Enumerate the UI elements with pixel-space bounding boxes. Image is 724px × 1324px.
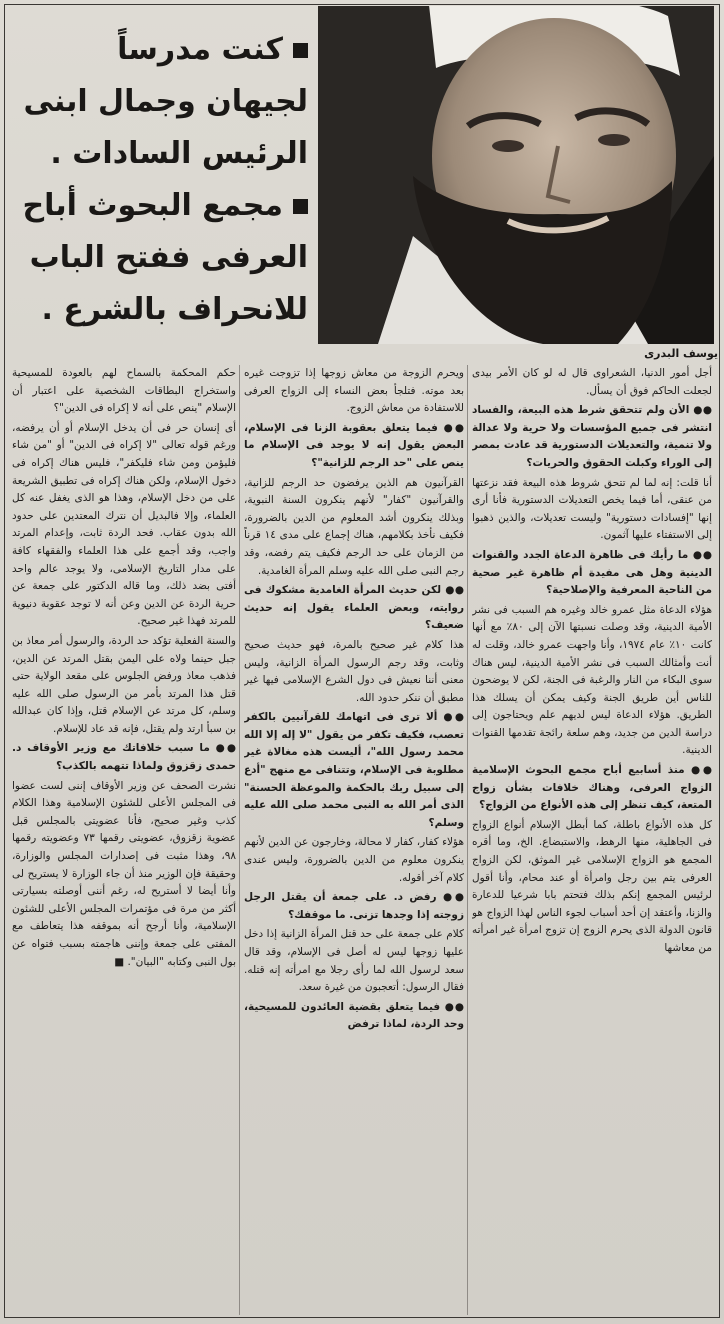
paragraph: كل هذه الأنواع باطلة، كما أبطل الإسلام أنواع الزواج فى الجاهلية، منها الرهط، والاستبضاع. الخ، وما أقره المجمع هو الزواج الإسلامى غير الموثق، لكن الزواج العرفى يتم بين رجل وامرأة أو عند محام، وأنا أقول لرئيس المجمع إنكم بذلك فتحتم بابا شرعيا للدعارة والزنا، وأعتقد إن أحد أسباب لجوء الناس لهذا الزواج هو قانون الدولة الذى يحرم الزوج إن تزوج امرأة غير امرأته من معاشها (472, 818, 712, 954)
headline-block (8, 24, 308, 336)
paragraph: أجل أمور الدنيا، الشعراوى قال له لو كان الأمر بيدى لجعلت الحاكم فوق أن يسأل. (472, 367, 712, 397)
paragraph: أى إنسان حر فى أن يدخل الإسلام أو أن يرفضه، ورغم قوله تعالى "لا إكراه فى الدين" أو "من شاء فليؤمن ومن شاء فليكفر"، فليس هناك إكراه فى دخول الإسلام، ولكن هناك إكراه فى تطبيق الشريعة على من دخل الإسلام، وهذا هو الذى يغفل عنه كل العلماء، وإلا فالبديل أن نترك المعتدين على حدود الله بدون عقاب. فحد الردة ثابت، وإعدام المرتد واجب، وقد أجمع على هذا العلماء والفقهاء كافة على مدار التاريخ الإسلامى، ولا يوجد عالم واحد أفتى بضد ذلك، وما قاله الدكتور على جمعة عن حرية الردة عن الدين وعن أنه لا توجد عقوبة دنيوية للمرتد فهذا غير صحيح. (12, 421, 236, 628)
paragraph: حكم المحكمة بالسماح لهم بالعودة للمسيحية واستخراج البطاقات الشخصية على اعتبار أن الإسلام "ينص على أنه لا إكراه فى الدين"؟ (12, 367, 236, 415)
photo-credit: يوسف البدرى (644, 347, 718, 360)
paragraph: هؤلاء كفار، كفار لا محالة، وخارجون عن الدين لأنهم ينكرون معلوم من الدين بالضرورة، وليس عندى كلام آخر أقوله. (244, 836, 464, 884)
question-paragraph: ●● فيما يتعلق بعقوبة الزنا فى الإسلام، البعض يقول إنه لا يوجد فى الإسلام ما ينص على "حد الرجم للزانية"؟ (244, 421, 464, 469)
question-paragraph: ●● ألا ترى فى اتهامك للقرآنيين بالكفر تعصب، فكيف تكفر من يقول "لا إله إلا الله محمد رسول الله"، أليست هذه مغالاة غير مطلوبة فى الإسلام، وتتنافى مع منهج "أدع إلى سبيل ربك بالحكمة والموعظة الحسنة" الذى أمر الله به النبى محمد صلى الله عليه وسلم؟ (244, 711, 464, 829)
portrait-photo (318, 6, 714, 344)
question-paragraph: ●● ما رأيك فى ظاهرة الدعاة الجدد والقنوات الدينية وهل هى مفيدة أم ظاهرة غير صحية من الناحية المعرفية والإصلاحية؟ (472, 548, 712, 597)
headline-line-1: كنت مدرساً لجيهان وجمال ابنى الرئيس السادات . (23, 32, 308, 171)
question-paragraph: ●● لكن حديث المرأة الغامدية مشكوك فى روايته، وبعض العلماء يقول إنه حديث ضعيف؟ (244, 584, 464, 632)
question-paragraph: ●● ما سبب خلافاتك مع وزير الأوقاف د. حمدى زقزوق ولماذا تتهمه بالكذب؟ (12, 742, 236, 773)
question-paragraph: ●● منذ أسابيع أباح مجمع البحوث الإسلامية الزواج العرفى، وهناك خلافات بشأن زواج المتعة، كيف تنظر إلى هذه الأنواع من الزواج؟ (472, 764, 712, 812)
paragraph: نشرت الصحف عن وزير الأوقاف إننى لست عضوا فى المجلس الأعلى للشئون الإسلامية وهذا الكلام كذب وغير صحيح، فأنا عضويتى بالمجلس قبل عضوية زقزوق، عضويتى رقمها ٧٣ وعضويته رقمها ٩٨، وهذا مثبت فى إصدارات المجلس والوزارة، وحقيقة فإن الوزير منذ أن جاء الوزارة لا يستريح لى وأنا أيضا لا أستريح له، رغم أننى أوصلته بسيارتى أكثر من مرة فى مؤتمرات المجلس الأعلى للشئون الإسلامية، وأنا أرجح أنه بموقفه هذا يتعاطف مع المفتى على جمعة وإننى هاجمته بسبب فتواه عن بول النبى وكتابه "البيان". ■ (12, 779, 236, 968)
article-column-3 (12, 365, 236, 1315)
paragraph: هذا كلام غير صحيح بالمرة، فهو حديث صحيح وثابت، وقد رجم الرسول المرأة الزانية، وليس معنى أننا نعيش فى دول الشرع الإسلامى فيها غير مطبق أن ننكر حدود الله. (244, 638, 464, 704)
column-divider (239, 365, 240, 1315)
paragraph: القرآنيون هم الذين يرفضون حد الرجم للزانية، والقرآنيون "كفار" لأنهم ينكرون السنة النبوية، وبذلك ينكرون أشد المعلوم من الدين بالضرورة، فكيف نأخذ بكلامهم، هناك إجماع على مدى ١٤ قرناً من الزمان على حد الرجم فكيف يتم رفضه، وقد رجم النبى صلى الله عليه وسلم المرأة الغامدية. (244, 476, 464, 577)
article-column-2 (244, 365, 464, 1315)
paragraph: أنا قلت: إنه لما لم تتحق شروط هذه البيعة فقد نزعتها من عنقى، أما فيما يخص التعديلات الدستورية فأنا أرى إنها "إفسادات دستورية" وليست تعديلات، والذين ذهبوا إلى الاستفتاء عليها آثمون. (472, 476, 712, 542)
question-paragraph: ●● رفض د. على جمعة أن يقتل الرجل زوجته إذا وجدها تزنى. ما موقفك؟ (244, 891, 464, 921)
paragraph: والسنة الفعلية تؤكد حد الردة، والرسول أمر معاذ بن جبل حينما ولاه على اليمن بقتل المرتد عن الدين، فذهب معاذ ورفض الجلوس على مقعد الولاية حتى قتل هذا المرتد بأمر من الرسول صلى الله عليه وسلم، كل مرتد عن الإسلام قتل، وإذا كان عبدالله بن سبأ ارتد ولم يقتل، فإنه قد عاد للإسلام. (12, 634, 236, 735)
headline-line-2: مجمع البحوث أباح العرفى ففتح الباب للانحراف بالشرع . (22, 188, 308, 327)
article-column-1 (472, 365, 712, 1315)
square-bullet-icon (293, 43, 308, 58)
paragraph: كلام على جمعة على حد قتل المرأة الزانية إذا دخل عليها زوجها ليس له أصل فى الإسلام، وقد قال سعد لرسول الله لما رأى رجلا مع امرأته إنه قتله. فقال الرسول: أتعجبون من غيرة سعد. (244, 928, 464, 994)
paragraph: هؤلاء الدعاة مثل عمرو خالد وغيره هم السبب فى نشر الأمية الدينية، وقد وصلت نسبتها الآن إلى ٨٠٪ مع أنها كانت ١٠٪ عام ١٩٧٤، وأنا واجهت عمرو خالد، وقلت له أنت وأمثالك السبب فى نشر الأمية الدينية، ليس هناك سوى البكاء من النار والرغبة فى الجنة، لكن لا يوضحون للناس أين طريق الجنة وكيف يمكن أن يسلك هذا الطريق. هؤلاء الدعاة ليس لديهم علم ويحتاجون إلى دراسة الدين من جديد، وهم سلعة رائجة تقدمها القنوات الدينية. (472, 603, 712, 757)
question-paragraph: ●● الأن ولم تتحقق شرط هذه البيعة، والفساد انتشر فى جميع المؤسسات ولا حرية ولا عدالة ولا تنمية، والتعديلات الدستورية قد عادت بمصر إلى الوراء وكبلت الحقوق والحريات؟ (472, 404, 712, 469)
question-paragraph: ●● فيما يتعلق بقضية العائدون للمسيحية، وحد الردة، لماذا ترفض (244, 1000, 464, 1031)
portrait-illustration (318, 6, 714, 344)
column-divider (467, 365, 468, 1315)
paragraph: ويحرم الزوجة من معاش زوجها إذا تزوجت غيره بعد موته. فتلجأ بعض النساء إلى الزواج العرفى للاستفادة من معاش الزوج. (244, 367, 464, 415)
square-bullet-icon (293, 199, 308, 214)
